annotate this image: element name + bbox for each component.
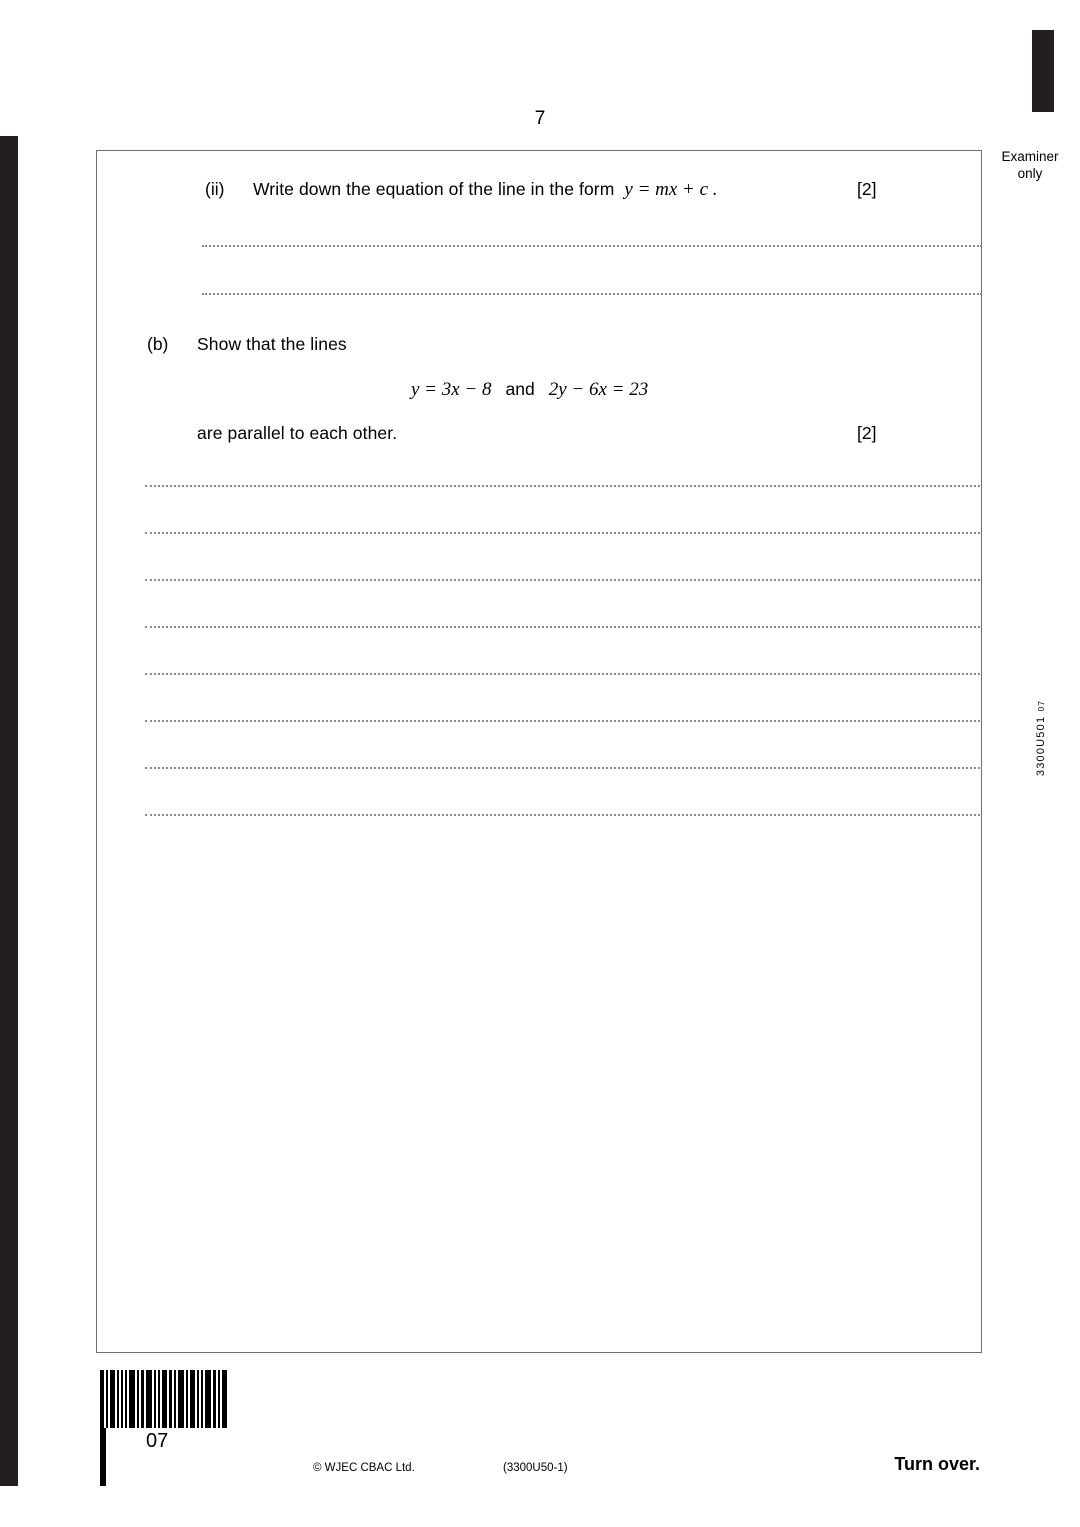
answer-line[interactable]: [145, 532, 980, 534]
answer-line[interactable]: [202, 245, 982, 247]
question-part-b-text-value: Show that the lines: [197, 334, 347, 354]
side-paper-code: [1036, 700, 1047, 776]
question-part-ii-text: Write down the equation of the line in the form: [253, 179, 615, 199]
question-part-b-text-2-value: are parallel to each other.: [197, 423, 398, 443]
page-number: 7: [534, 108, 546, 129]
answer-line[interactable]: [145, 673, 980, 675]
question-part-ii-marks: [2]: [857, 179, 877, 199]
question-part-b-text-2: [197, 423, 397, 444]
equations-row: [411, 379, 648, 401]
footer-paper-code: (3300U50-1): [503, 1462, 568, 1474]
footer-copyright: © WJEC CBAC Ltd.: [313, 1462, 415, 1474]
answer-line[interactable]: [145, 767, 980, 769]
answer-line[interactable]: [145, 626, 980, 628]
question-part-b-marks: [2]: [857, 423, 877, 443]
answer-box: [96, 150, 982, 1353]
question-part-b-text: [197, 334, 347, 355]
question-part-ii-equation: y = mx + c .: [624, 179, 718, 200]
answer-line[interactable]: [145, 814, 980, 816]
answer-line[interactable]: [145, 720, 980, 722]
question-part-ii-label: (ii): [205, 179, 225, 199]
examiner-only-label: [982, 148, 1078, 182]
barcode-number: 07: [146, 1430, 169, 1452]
answer-line[interactable]: [145, 579, 980, 581]
examiner-only-line2: only: [1017, 166, 1043, 181]
question-part-b-label: [147, 334, 168, 355]
registration-mark-left-edge: [0, 136, 18, 1486]
examiner-only-line1: Examiner: [1001, 149, 1059, 164]
side-paper-code-line1: 3300U501: [1035, 715, 1047, 777]
registration-mark-top-right: [1032, 30, 1054, 112]
barcode: [100, 1370, 236, 1428]
equation-1: y = 3x − 8: [411, 379, 492, 400]
equation-joiner: and: [505, 379, 535, 399]
question-part-b-label-text: (b): [147, 334, 169, 354]
equation-2: 2y − 6x = 23: [548, 379, 649, 400]
question-part-ii: [205, 179, 718, 201]
answer-line[interactable]: [202, 293, 982, 295]
side-paper-code-line2: 07: [1036, 700, 1046, 712]
answer-line[interactable]: [145, 485, 980, 487]
turn-over-label: Turn over.: [894, 1454, 980, 1474]
